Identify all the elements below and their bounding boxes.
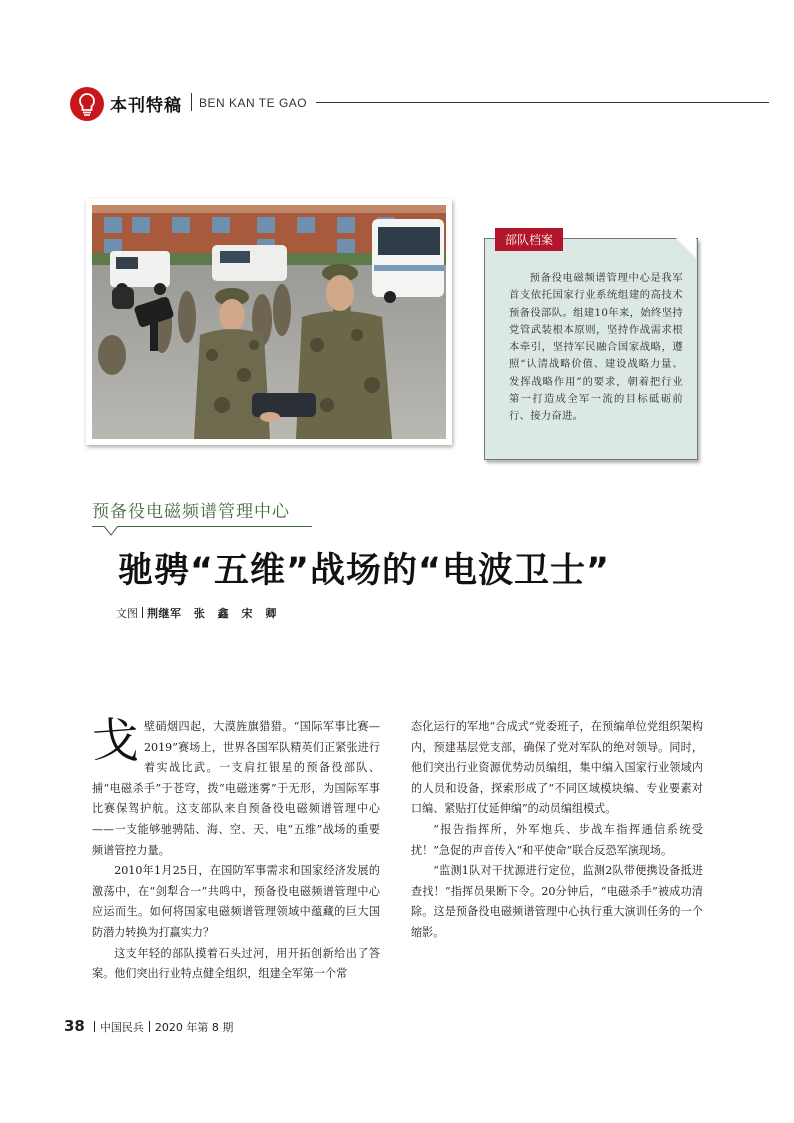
article-column-1 [92, 714, 380, 985]
byline-names: 荆继军 张 鑫 宋 卿 [147, 607, 277, 620]
article-subtitle: 预备役电磁频谱管理中心 [92, 502, 290, 522]
byline [116, 605, 277, 621]
paragraph [92, 714, 380, 861]
paragraph: 这支年轻的部队摸着石头过河，用开拓创新给出了答案。他们突出行业特点健全组织，组建全军第一个常 [92, 946, 380, 981]
footer-divider [94, 1021, 95, 1032]
paragraph: “报告指挥所，外军炮兵、步战车指挥通信系统受扰！”急促的声音传入“和平使命”联合反恐军演现场。 [411, 822, 703, 857]
subtitle-rule [92, 526, 312, 527]
page-footer [64, 1017, 233, 1035]
header-divider [191, 93, 192, 111]
subtitle-pointer [104, 526, 118, 536]
drop-cap: 戈 [92, 714, 139, 769]
profile-tag: 部队档案 [495, 228, 563, 251]
footer-divider [149, 1021, 150, 1032]
article-column-2 [411, 717, 703, 944]
section-title-en: BEN KAN TE GAO [199, 96, 308, 110]
issue-info: 2020 年第 8 期 [154, 1021, 234, 1034]
byline-divider [142, 607, 143, 618]
profile-corner-fold [676, 238, 696, 258]
paragraph: 态化运行的军地“合成式”党委班子，在预编单位党组织架构内，预建基层党支部，确保了党对军队的绝对领导。同时，他们突出行业资源优势动员编组，集中编入国家行业领域内的人员和设备，探索形成了“不同区域模块编、专业要素对口编、紧贴打仗延伸编”的动员编组模式。 [411, 720, 703, 816]
paragraph: “监测1队对干扰源进行定位，监测2队带便携设备抵进查找！”指挥员果断下令。20分钟后，“电磁杀手”被成功清除。这是预备役电磁频谱管理中心执行重大演训任务的一个缩影。 [411, 864, 703, 939]
section-title: 本刊特稿 [110, 96, 182, 116]
page-number: 38 [64, 1017, 85, 1035]
paragraph-text: 壁硝烟四起，大漠旌旗猎猎。“国际军事比赛—2019”赛场上，世界各国军队精英们正紧张进行着实战比武。一支肩扛银星的预备役部队、捕“电磁杀手”于苍穹，拨“电磁迷雾”于无形，为国际军事比赛保驾护航。这支部队来自预备役电磁频谱管理中心——一支能够驰骋陆、海、空、天、电“五维”战场的重要频谱管控力量。 [92, 720, 380, 857]
header-rule [316, 102, 769, 103]
paragraph: 2010年1月25日，在国防军事需求和国家经济发展的激荡中，在“剑犁合一”共鸣中，预备役电磁频谱管理中心应运而生。如何将国家电磁频谱管理领域中蕴藏的巨大国防潜力转换为打赢实力？ [92, 864, 380, 939]
article-photo [86, 199, 452, 445]
article-title: 驰骋“五维”战场的“电波卫士” [118, 551, 611, 591]
magazine-name: 中国民兵 [99, 1021, 144, 1034]
profile-text: 预备役电磁频谱管理中心是我军首支依托国家行业系统组建的高技术预备役部队。组建10年来，始终坚持党管武装根本原则，坚持作战需求根本牵引，坚持军民融合国家战略，遵照“认清战略价值、建设战略力量、发挥战略作用”的要求，朝着把行业第一打造成全军一流的目标砥砺前行、接力奋进。 [509, 272, 683, 423]
lightbulb-icon [70, 87, 104, 121]
byline-label: 文图 [116, 607, 138, 620]
